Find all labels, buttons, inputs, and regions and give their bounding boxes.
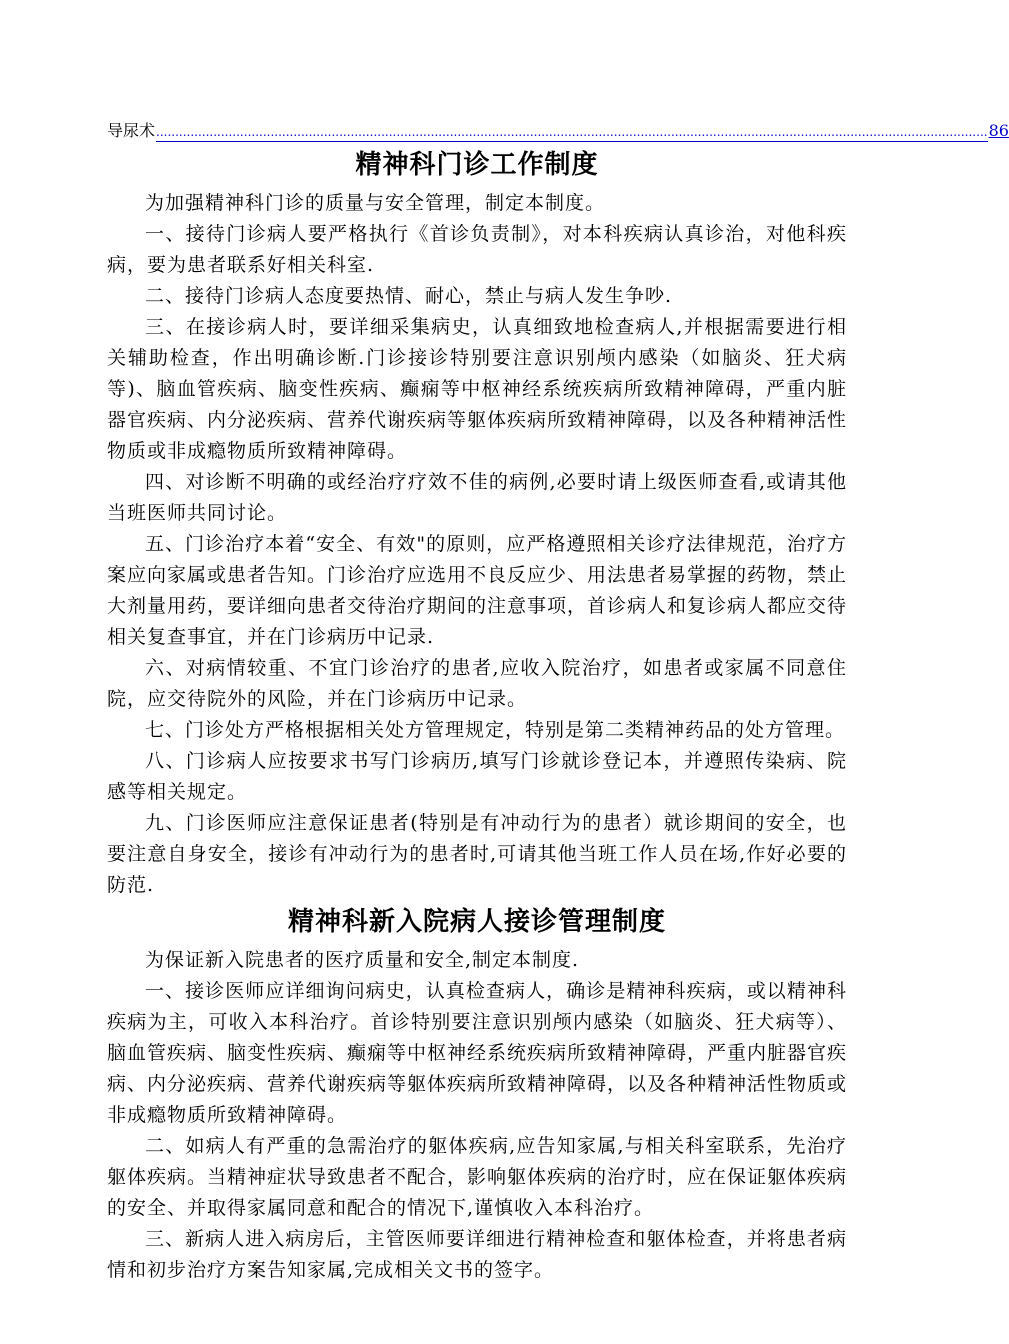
- paragraph: 三、新病人进入病房后，主管医师要详细进行精神检查和躯体检查，并将患者病情和初步治疗方案告知家属,完成相关文书的签字。: [107, 1228, 847, 1281]
- paragraph: 八、门诊病人应按要求书写门诊病历,填写门诊就诊登记本，并遵照传染病、院感等相关规定。: [107, 750, 847, 803]
- paragraph: 五、门诊治疗本着“安全、有效"的原则，应严格遵照相关诊疗法律规范，治疗方案应向家属或患者告知。门诊治疗应选用不良反应少、用法患者易掌握的药物，禁止大剂量用药，要详细向患者交待治疗期间的注意事项，首诊病人和复诊病人都应交待相关复查事宜，并在门诊病历中记录.: [107, 533, 848, 648]
- paragraph: 为加强精神科门诊的质量与安全管理，制定本制度。: [145, 192, 606, 214]
- section-body-outpatient: [107, 188, 847, 901]
- document-page: [107, 118, 1009, 1286]
- section-body-admission: [107, 945, 847, 1286]
- paragraph: 六、对病情较重、不宜门诊治疗的患者,应收入院治疗，如患者或家属不同意住院，应交待院外的风险，并在门诊病历中记录。: [107, 657, 847, 710]
- paragraph: 九、门诊医师应注意保证患者(特别是有冲动行为的患者）就诊期间的安全，也要注意自身安全，接诊有冲动行为的患者时,可请其他当班工作人员在场,作好必要的防范.: [107, 812, 847, 896]
- toc-entry[interactable]: [107, 118, 1009, 144]
- section-title-admission: 精神科新入院病人接诊管理制度: [287, 907, 666, 937]
- toc-entry-label: 导尿术: [107, 121, 156, 140]
- toc-leader-dots[interactable]: ..........................................................................................................................................................................................................................: [156, 123, 988, 142]
- paragraph: 二、接待门诊病人态度要热情、耐心，禁止与病人发生争吵.: [145, 285, 673, 307]
- paragraph: 七、门诊处方严格根据相关处方管理规定，特别是第二类精神药品的处方管理。: [145, 719, 846, 741]
- toc-page-link[interactable]: 86: [988, 121, 1009, 140]
- paragraph: 一、接诊医师应详细询问病史，认真检查病人，确诊是精神科疾病，或以精神科疾病为主，可收入本科治疗。首诊特别要注意识别颅内感染（如脑炎、狂犬病等）、脑血管疾病、脑变性疾病、癫痫等中枢神经系统疾病所致精神障碍，严重内脏器官疾病、内分泌疾病、营养代谢疾病等躯体疾病所致精神障碍，以及各种精神活性物质或非成瘾物质所致精神障碍。: [107, 980, 848, 1126]
- paragraph: 三、在接诊病人时，要详细采集病史，认真细致地检查病人,并根据需要进行相关辅助检查，作出明确诊断.门诊接诊特别要注意识别颅内感染（如脑炎、狂犬病等)、脑血管疾病、脑变性疾病、癫痫等中枢神经系统疾病所致精神障碍，严重内脏器官疾病、内分泌疾病、营养代谢疾病等躯体疾病所致精神障碍，以及各种精神活性物质或非成瘾物质所致精神障碍。: [107, 316, 848, 462]
- paragraph: 一、接待门诊病人要严格执行《首诊负责制》，对本科疾病认真诊治，对他科疾病，要为患者联系好相关科室.: [107, 223, 847, 276]
- paragraph: 为保证新入院患者的医疗质量和安全,制定本制度.: [145, 949, 580, 971]
- section-title-outpatient: 精神科门诊工作制度: [355, 150, 599, 180]
- paragraph: 四、对诊断不明确的或经治疗疗效不佳的病例,必要时请上级医师查看,或请其他当班医师共同讨论。: [107, 471, 847, 524]
- paragraph: 二、如病人有严重的急需治疗的躯体疾病,应告知家属,与相关科室联系，先治疗躯体疾病。当精神症状导致患者不配合，影响躯体疾病的治疗时，应在保证躯体疾病的安全、并取得家属同意和配合的情况下,谨慎收入本科治疗。: [107, 1135, 848, 1219]
